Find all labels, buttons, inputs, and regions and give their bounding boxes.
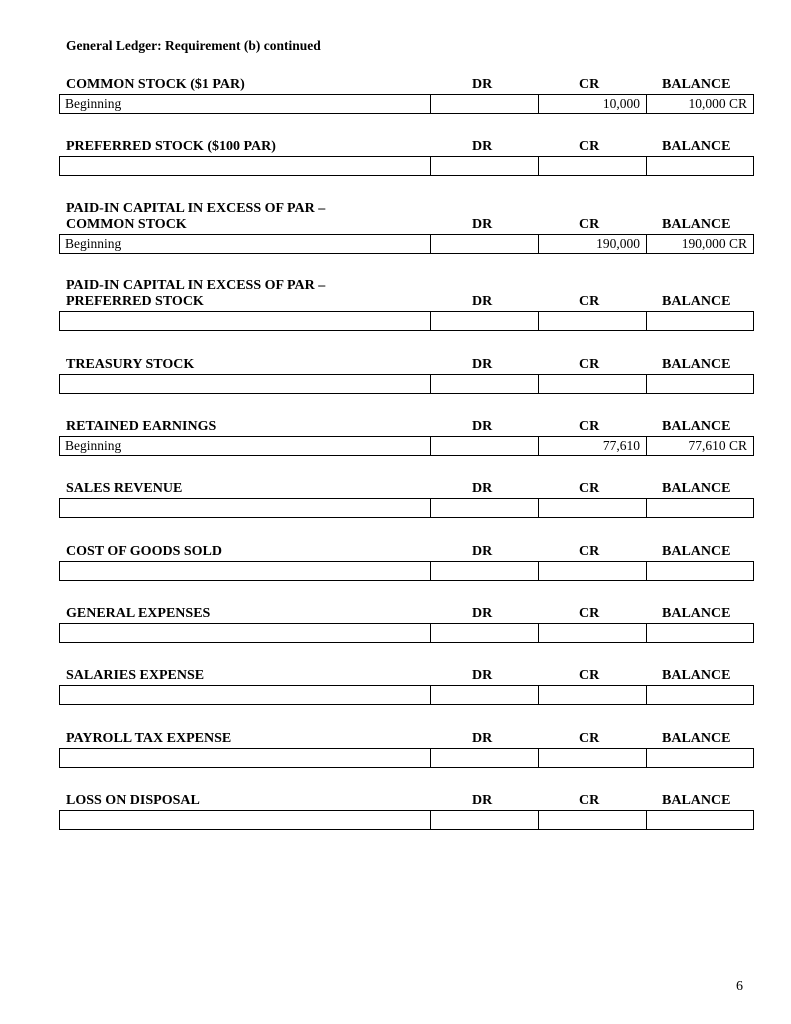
- account-header: [59, 76, 754, 94]
- ledger-account: [59, 138, 754, 176]
- ledger-row: [59, 156, 754, 176]
- dr-column-header: DR: [472, 294, 493, 309]
- balance-cell: [646, 157, 753, 175]
- dr-cell: [430, 95, 538, 113]
- balance-column-header: BALANCE: [662, 731, 731, 746]
- cr-column-header: CR: [579, 481, 600, 496]
- cr-column-header: CR: [579, 294, 600, 309]
- account-header: [59, 730, 754, 748]
- cr-column-header: CR: [579, 606, 600, 621]
- ledger-row: [59, 374, 754, 394]
- description-cell: [60, 624, 430, 642]
- cr-column-header: CR: [579, 731, 600, 746]
- cr-column-header: CR: [579, 544, 600, 559]
- page-title: General Ledger: Requirement (b) continued: [66, 38, 321, 53]
- balance-cell: [646, 749, 753, 767]
- ledger-row: [59, 748, 754, 768]
- description-cell: Beginning: [65, 236, 122, 251]
- dr-column-header: DR: [472, 606, 493, 621]
- account-name: PREFERRED STOCK ($100 PAR): [66, 139, 276, 154]
- ledger-account: [59, 792, 754, 830]
- description-cell: [60, 312, 430, 330]
- account-name: GENERAL EXPENSES: [66, 606, 211, 621]
- account-header: [59, 356, 754, 374]
- account-header: [59, 480, 754, 498]
- account-name: COMMON STOCK ($1 PAR): [66, 77, 245, 92]
- ledger-row: [59, 436, 754, 456]
- account-name: SALARIES EXPENSE: [66, 668, 205, 683]
- cr-cell: [538, 312, 646, 330]
- ledger-row: [59, 311, 754, 331]
- description-cell: [60, 749, 430, 767]
- ledger-row: [59, 561, 754, 581]
- description-cell: [60, 686, 430, 704]
- cr-cell: 190,000: [538, 235, 646, 253]
- account-header: [59, 605, 754, 623]
- cr-column-header: CR: [579, 77, 600, 92]
- account-name: COST OF GOODS SOLD: [66, 544, 222, 559]
- ledger-account: [59, 276, 754, 331]
- ledger-row: [59, 623, 754, 643]
- balance-column-header: BALANCE: [662, 606, 731, 621]
- ledger-account: [59, 480, 754, 518]
- account-name: PAID-IN CAPITAL IN EXCESS OF PAR – COMMON STOCK: [66, 201, 326, 232]
- account-header: [59, 138, 754, 156]
- ledger-row: [59, 685, 754, 705]
- description-cell: [60, 157, 430, 175]
- ledger-row: [59, 94, 754, 114]
- dr-cell: [430, 749, 538, 767]
- cr-column-header: CR: [579, 419, 600, 434]
- ledger-account: [59, 356, 754, 394]
- page-number: 6: [736, 979, 743, 994]
- balance-column-header: BALANCE: [662, 668, 731, 683]
- description-cell: Beginning: [65, 96, 122, 111]
- balance-cell: 190,000 CR: [646, 235, 753, 253]
- description-cell: Beginning: [65, 438, 122, 453]
- ledger-row: [59, 498, 754, 518]
- dr-column-header: DR: [472, 139, 493, 154]
- account-name: RETAINED EARNINGS: [66, 419, 217, 434]
- cr-column-header: CR: [579, 793, 600, 808]
- account-name: PAID-IN CAPITAL IN EXCESS OF PAR – PREFERRED STOCK: [66, 278, 326, 309]
- cr-cell: [538, 157, 646, 175]
- dr-column-header: DR: [472, 731, 493, 746]
- cr-cell: [538, 624, 646, 642]
- account-name: PAYROLL TAX EXPENSE: [66, 731, 232, 746]
- cr-cell: [538, 811, 646, 829]
- dr-cell: [430, 499, 538, 517]
- balance-cell: [646, 375, 753, 393]
- dr-cell: [430, 686, 538, 704]
- dr-column-header: DR: [472, 481, 493, 496]
- dr-column-header: DR: [472, 793, 493, 808]
- balance-cell: [646, 312, 753, 330]
- account-header: [59, 199, 754, 234]
- account-header: [59, 418, 754, 436]
- balance-column-header: BALANCE: [662, 481, 731, 496]
- description-cell: [60, 562, 430, 580]
- cr-column-header: CR: [579, 217, 600, 232]
- dr-cell: [430, 157, 538, 175]
- balance-cell: [646, 686, 753, 704]
- dr-cell: [430, 811, 538, 829]
- account-header: [59, 543, 754, 561]
- dr-cell: [430, 235, 538, 253]
- cr-cell: [538, 562, 646, 580]
- ledger-row: [59, 234, 754, 254]
- balance-column-header: BALANCE: [662, 544, 731, 559]
- cr-cell: 10,000: [538, 95, 646, 113]
- balance-column-header: BALANCE: [662, 77, 731, 92]
- cr-column-header: CR: [579, 668, 600, 683]
- balance-cell: 10,000 CR: [646, 95, 753, 113]
- cr-cell: [538, 686, 646, 704]
- dr-column-header: DR: [472, 357, 493, 372]
- ledger-account: [59, 418, 754, 456]
- cr-cell: 77,610: [538, 437, 646, 455]
- balance-column-header: BALANCE: [662, 139, 731, 154]
- account-name: TREASURY STOCK: [66, 357, 195, 372]
- ledger-account: [59, 199, 754, 254]
- account-name: LOSS ON DISPOSAL: [66, 793, 200, 808]
- balance-column-header: BALANCE: [662, 419, 731, 434]
- dr-column-header: DR: [472, 419, 493, 434]
- cr-cell: [538, 375, 646, 393]
- dr-cell: [430, 437, 538, 455]
- dr-column-header: DR: [472, 668, 493, 683]
- ledger-account: [59, 667, 754, 705]
- account-header: [59, 667, 754, 685]
- description-cell: [60, 811, 430, 829]
- balance-column-header: BALANCE: [662, 294, 731, 309]
- balance-cell: [646, 562, 753, 580]
- dr-column-header: DR: [472, 544, 493, 559]
- cr-column-header: CR: [579, 357, 600, 372]
- dr-cell: [430, 624, 538, 642]
- balance-cell: [646, 624, 753, 642]
- balance-column-header: BALANCE: [662, 357, 731, 372]
- balance-column-header: BALANCE: [662, 217, 731, 232]
- cr-column-header: CR: [579, 139, 600, 154]
- description-cell: [60, 375, 430, 393]
- account-header: [59, 792, 754, 810]
- ledger-row: [59, 810, 754, 830]
- ledger-account: [59, 76, 754, 114]
- balance-cell: 77,610 CR: [646, 437, 753, 455]
- dr-column-header: DR: [472, 217, 493, 232]
- dr-cell: [430, 312, 538, 330]
- description-cell: [60, 499, 430, 517]
- balance-column-header: BALANCE: [662, 793, 731, 808]
- cr-cell: [538, 499, 646, 517]
- ledger-account: [59, 605, 754, 643]
- ledger-account: [59, 543, 754, 581]
- dr-cell: [430, 375, 538, 393]
- dr-column-header: DR: [472, 77, 493, 92]
- balance-cell: [646, 811, 753, 829]
- account-name: SALES REVENUE: [66, 481, 183, 496]
- account-header: [59, 276, 754, 311]
- ledger-account: [59, 730, 754, 768]
- balance-cell: [646, 499, 753, 517]
- dr-cell: [430, 562, 538, 580]
- cr-cell: [538, 749, 646, 767]
